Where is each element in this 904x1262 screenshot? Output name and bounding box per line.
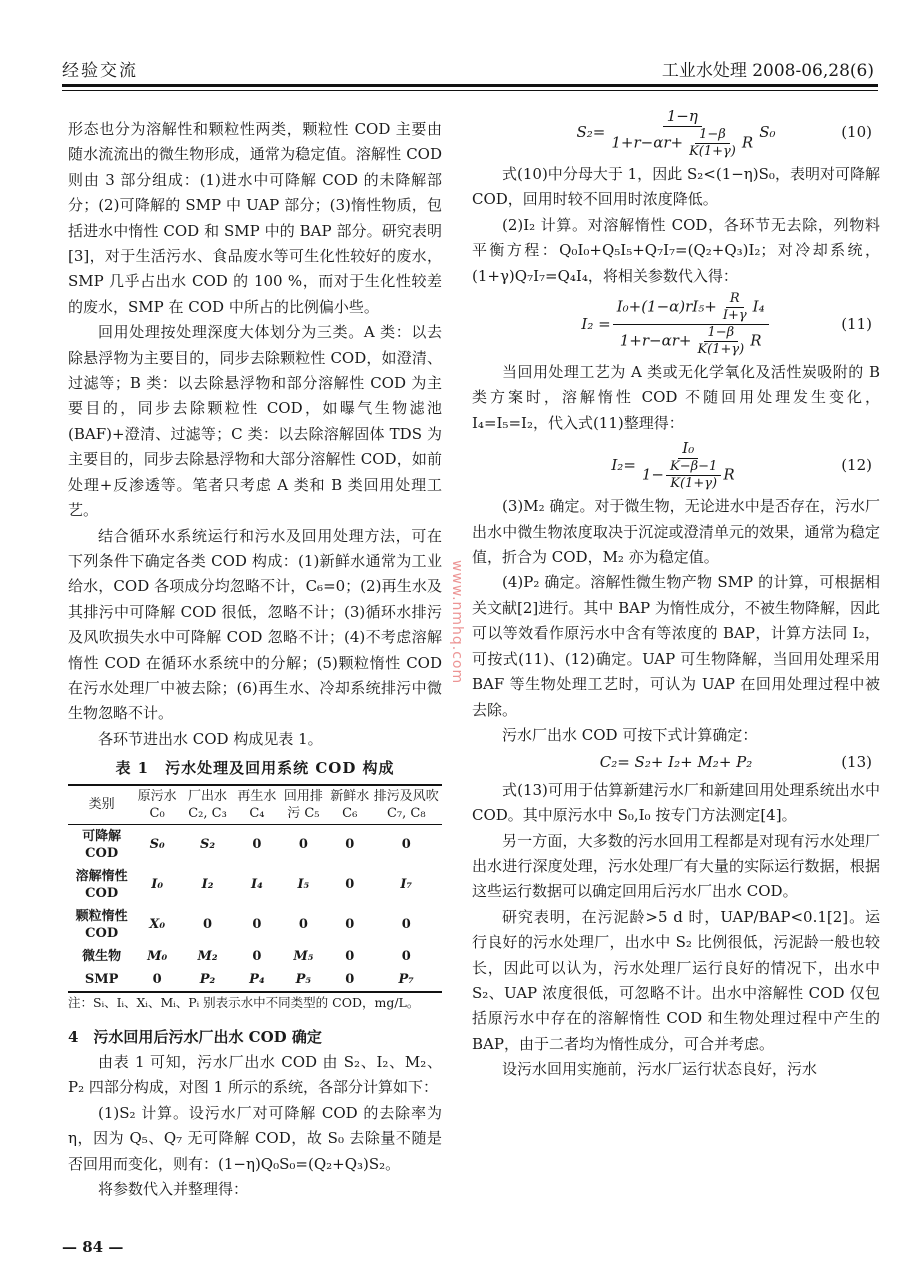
table-header: 原污水 C₀: [137, 788, 177, 821]
denominator: K(1+γ): [697, 342, 745, 358]
table-cell: 0: [203, 917, 213, 933]
table-row: [68, 824, 442, 865]
denominator: I+γ: [722, 308, 747, 324]
table-header: 排污及风吹 C₇, C₈: [373, 788, 439, 821]
table-row: [68, 968, 442, 992]
table-row: [68, 945, 442, 968]
numerator: 1−β: [695, 127, 730, 144]
term: R: [723, 465, 735, 484]
numerator: 1−β: [704, 325, 739, 342]
table-cell: 0: [401, 948, 411, 964]
paragraph: 式(10)中分母大于 1，因此 S₂<(1−η)S₀，表明对可降解 COD，回用时较不回用时浓度降低。: [472, 165, 880, 209]
header-section: 经验交流: [62, 61, 138, 81]
denominator: K(1+γ): [689, 144, 736, 159]
equation-11: [472, 291, 880, 358]
paragraph: 式(13)可用于估算新建污水厂和新建回用处理系统出水中 COD。其中原污水中 S₀,I₀ 按专门方法测定[4]。: [472, 780, 880, 825]
term: R: [750, 331, 762, 350]
table-cell: I₂: [201, 877, 214, 893]
equation-number: (13): [841, 753, 872, 772]
paragraph: 研究表明，在污泥龄>5 d 时，UAP/BAP<0.1[2]。运行良好的污水处理厂，出水中 S₂ 比例很低，污泥龄一般也较长，因此可以认为，污水处理厂运行良好的情况下，出水中 S₂、UAP 浓度很低，可忽略不计。出水中溶解性 COD 仅包括原污水中存在的溶解惰性 COD 和生物处理过程中产生的 BAP，由于二者均为惰性成分，可合并考虑。: [472, 907, 880, 1053]
table-cell: 0: [401, 837, 411, 853]
fraction: [607, 106, 757, 160]
table-cell: P₂: [199, 971, 216, 987]
fraction: [685, 127, 740, 160]
numerator: R: [726, 291, 744, 308]
fraction: [719, 291, 751, 324]
table-header: 回用排污 C₅: [283, 788, 323, 821]
table-cell: 0: [298, 837, 308, 853]
paragraph: 设污水回用实施前，污水厂运行状态良好，污水: [502, 1060, 818, 1079]
row-label: SMP: [84, 971, 119, 987]
table-cell: P₅: [295, 971, 312, 987]
table-cell: 0: [345, 837, 355, 853]
table-cell: I₇: [400, 877, 413, 893]
paragraph: 另一方面，大多数的污水回用工程都是对现有污水处理厂出水进行深度处理，污水处理厂有大量的实际运行数据，根据这些运行数据可以确定回用后污水厂出水 COD。: [472, 831, 880, 901]
equation-10: [472, 106, 880, 160]
paragraph: 由表 1 可知，污水厂出水 COD 由 S₂、I₂、M₂、P₂ 四部分构成，对图 1 所示的系统，各部分计算如下：: [68, 1052, 442, 1097]
row-label: 颗粒惰性 COD: [75, 908, 128, 941]
table-cell: 0: [252, 948, 262, 964]
numerator: [613, 291, 769, 325]
table-caption: 表 1 污水处理及回用系统 COD 构成: [115, 759, 395, 778]
numerator: K−β−1: [666, 459, 721, 476]
paragraph: 将参数代入并整理得：: [98, 1180, 249, 1198]
fraction: [638, 438, 739, 492]
running-header: [62, 44, 878, 87]
term: R: [741, 133, 754, 152]
table-note: 注：Sᵢ、Iᵢ、Xᵢ、Mᵢ、Pᵢ 别表示水中不同类型的 COD，mg/L。: [68, 994, 420, 1010]
table-cell: M₂: [197, 948, 218, 964]
table-cell: M₀: [147, 948, 168, 964]
denominator: K(1+γ): [670, 476, 718, 492]
eq-lhs: I₂=: [611, 455, 636, 474]
section-heading: 4 污水回用后污水厂出水 COD 确定: [68, 1027, 322, 1046]
term: S₀: [759, 123, 776, 142]
table-row: [68, 865, 442, 905]
term: 1+r−αr+: [611, 133, 684, 152]
paragraph: 各环节进出水 COD 构成见表 1。: [98, 729, 323, 748]
table-cell: 0: [252, 837, 262, 853]
paragraph: (4)P₂ 确定。溶解性微生物产物 SMP 的计算，可根据相关文献[2]进行。其中 BAP 为惰性成分，不被生物降解，因此可以等效看作原污水中含有等浓度的 BAP，计算方法同 I₂，可按式(11)、(12)确定。UAP 可生物降解，当回用处理采用 BAF 等生物处理工艺时，可认为 UAP 在回用处理过程中被去除。: [472, 573, 880, 719]
table-header: 类别: [88, 797, 115, 813]
equation-13: [472, 750, 880, 775]
paragraph: (1)S₂ 计算。设污水厂对可降解 COD 的去除率为 η，因为 Q₅、Q₇ 无可降解 COD，故 S₀ 去除量不随是否回用而变化，则有：(1−η)Q₀S₀=(Q₂+Q₃)S₂。: [68, 1103, 442, 1173]
denominator: [616, 325, 766, 358]
numerator: I₀: [678, 438, 698, 459]
paragraph: 回用处理按处理深度大体划分为三类。A 类：以去除悬浮物为主要目的，同步去除颗粒性 COD，如澄清、过滤等；B 类：以去除悬浮物和部分溶解性 COD 为主要目的，同步去除颗粒性 COD，如曝气生物滤池(BAF)+澄清、过滤等；C 类：以去除溶解固体 TDS 为主要目的，同步去除悬浮物和大部分溶解性 COD，如前处理+反渗透等。笔者只考虑 A 类和 B 类回用处理工艺。: [68, 323, 442, 520]
paragraph: 形态也分为溶解性和颗粒性两类，颗粒性 COD 主要由随水流流出的微生物形成，通常为稳定值。溶解性 COD 则由 3 部分组成：(1)进水中可降解 COD 的未降解部分；(2)可降解的 SMP 中 UAP 部分；(3)惰性物质，包括进水中惰性 COD 和 SMP 中的 BAP 部分。研究表明[3]，对于生活污水、食品废水等可生化性较好的废水，SMP 几乎占出水 COD 的 100 %，而对于生化性较差的废水，SMP 在 COD 中所占的比例偏小些。: [68, 120, 442, 316]
table-row: [68, 905, 442, 945]
paragraph: 结合循环水系统运行和污水及回用处理方法，可在下列条件下确定各类 COD 构成：(1)新鲜水通常为工业给水，COD 各项成分均忽略不计，C₆=0；(2)再生水及其排污中可降解 COD 很低，忽略不计；(3)循环水排污及风吹损失水中可降解 COD 忽略不计；(4)不考虑溶解惰性 COD 在循环水系统中的分解；(5)颗粒惰性 COD 在污水处理厂中被去除；(6)再生水、冷却系统排污中微生物忽略不计。: [68, 526, 442, 723]
table-cell: I₅: [297, 877, 310, 893]
eq-expression: C₂= S₂+ I₂+ M₂+ P₂: [599, 753, 753, 772]
equation-number: (10): [841, 123, 872, 142]
table-cell: S₂: [199, 837, 216, 853]
equation-12: [472, 438, 880, 492]
row-label: 可降解 COD: [82, 828, 122, 861]
paragraph: 污水厂出水 COD 可按下式计算确定：: [502, 725, 758, 744]
header-journal: 工业水处理 2008-06,28(6): [661, 61, 874, 81]
table-header: 再生水 C₄: [237, 788, 277, 821]
table-header: 新鲜水 C₆: [330, 788, 370, 821]
fraction: [666, 459, 721, 492]
table-cell: I₀: [151, 877, 164, 893]
table-cell: M₅: [293, 948, 314, 964]
cod-table: [68, 784, 442, 993]
page-number: — 84 —: [62, 1238, 124, 1256]
table-cell: X₀: [149, 917, 166, 933]
table-cell: 0: [401, 917, 411, 933]
fraction: [613, 291, 769, 358]
equation-number: (11): [841, 314, 872, 333]
numerator: 1−η: [663, 106, 702, 127]
table-cell: 0: [345, 948, 355, 964]
table-cell: P₇: [398, 971, 414, 987]
term: 1+r−αr+: [619, 331, 692, 350]
equation-number: (12): [841, 455, 872, 474]
paragraph: (2)I₂ 计算。对溶解惰性 COD，各环节无去除，列物料平衡方程：Q₀I₀+Q₅I₅+Q₇I₇=(Q₂+Q₃)I₂；对冷却系统，(1+γ)Q₇I₇=Q₄I₄，将相关参数代入得：: [472, 215, 880, 285]
table-cell: 0: [152, 971, 162, 987]
fraction: [693, 325, 748, 358]
eq-lhs: S₂=: [576, 123, 606, 142]
table-cell: P₄: [249, 971, 265, 987]
term: 1−: [641, 465, 665, 484]
table-header: 厂出水 C₂, C₃: [188, 788, 228, 821]
paragraph: (3)M₂ 确定。对于微生物，无论进水中是否存在，污水厂出水中微生物浓度取决于沉淀或澄清单元的效果，通常为稳定值，折合为 COD，M₂ 亦为稳定值。: [472, 497, 880, 567]
watermark: www.nmhq.com: [449, 560, 465, 685]
table-cell: 0: [345, 917, 355, 933]
table-cell: 0: [345, 877, 355, 893]
denominator: [638, 459, 739, 492]
row-label: 溶解惰性 COD: [75, 868, 128, 901]
table-cell: 0: [298, 917, 308, 933]
denominator: [607, 127, 757, 160]
left-column: [68, 117, 442, 1202]
term: I₀+(1−α)rI₅+: [616, 297, 717, 316]
paragraph: 当回用处理工艺为 A 类或无化学氧化及活性炭吸附的 B 类方案时，溶解惰性 COD 不随回用处理发生变化，I₄=I₅=I₂，代入式(11)整理得：: [472, 363, 880, 432]
term: I₄: [752, 297, 765, 316]
table-cell: 0: [345, 971, 355, 987]
table-cell: S₀: [149, 837, 165, 853]
row-label: 微生物: [82, 948, 122, 964]
table-header-row: [68, 785, 442, 825]
right-column: [472, 104, 880, 1083]
table-cell: 0: [252, 917, 262, 933]
table-cell: I₄: [251, 877, 263, 893]
eq-lhs: I₂ =: [581, 314, 611, 333]
